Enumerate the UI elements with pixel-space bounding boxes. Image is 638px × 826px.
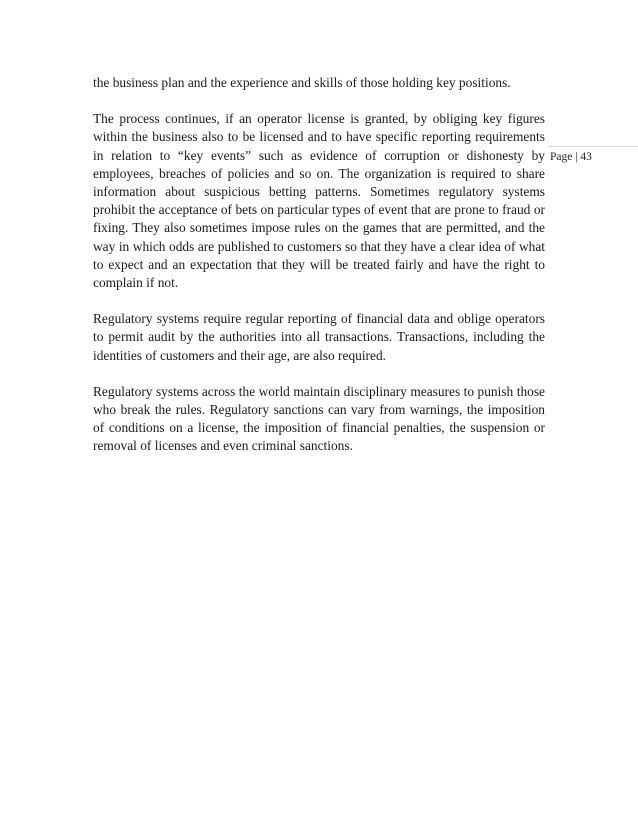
paragraph-financial-reporting: Regulatory systems require regular reporting of financial data and oblige operators to permit audit by the authorities into all transactions. Transactions, including the identities of customers and their age, are also required.: [93, 311, 545, 363]
page-number: Page | 43: [550, 151, 592, 163]
paragraph-licensing-process: The process continues, if an operator license is granted, by obliging key figures within the business also to be licensed and to have specific reporting requirements in relation to “key events” such as evidence of corruption or dishonesty by employees, breaches of policies and so on. The organization is required to share information about suspicious betting patterns. Sometimes regulatory systems prohibit the acceptance of bets on particular types of event that are prone to fraud or fixing. They also sometimes impose rules on the games that are permitted, and the way in which odds are published to customers so that they have a clear idea of what to expect and an expectation that they will be treated fairly and have the right to complain if not.: [93, 111, 545, 291]
page-number-divider: [548, 146, 638, 147]
page-body: [93, 74, 545, 474]
paragraph-business-plan: the business plan and the experience and skills of those holding key positions.: [93, 75, 511, 90]
paragraph-disciplinary-measures: Regulatory systems across the world maintain disciplinary measures to punish those who break the rules. Regulatory sanctions can vary from warnings, the imposition of conditions on a license, the imposition of financial penalties, the suspension or removal of licenses and even criminal sanctions.: [93, 383, 545, 454]
